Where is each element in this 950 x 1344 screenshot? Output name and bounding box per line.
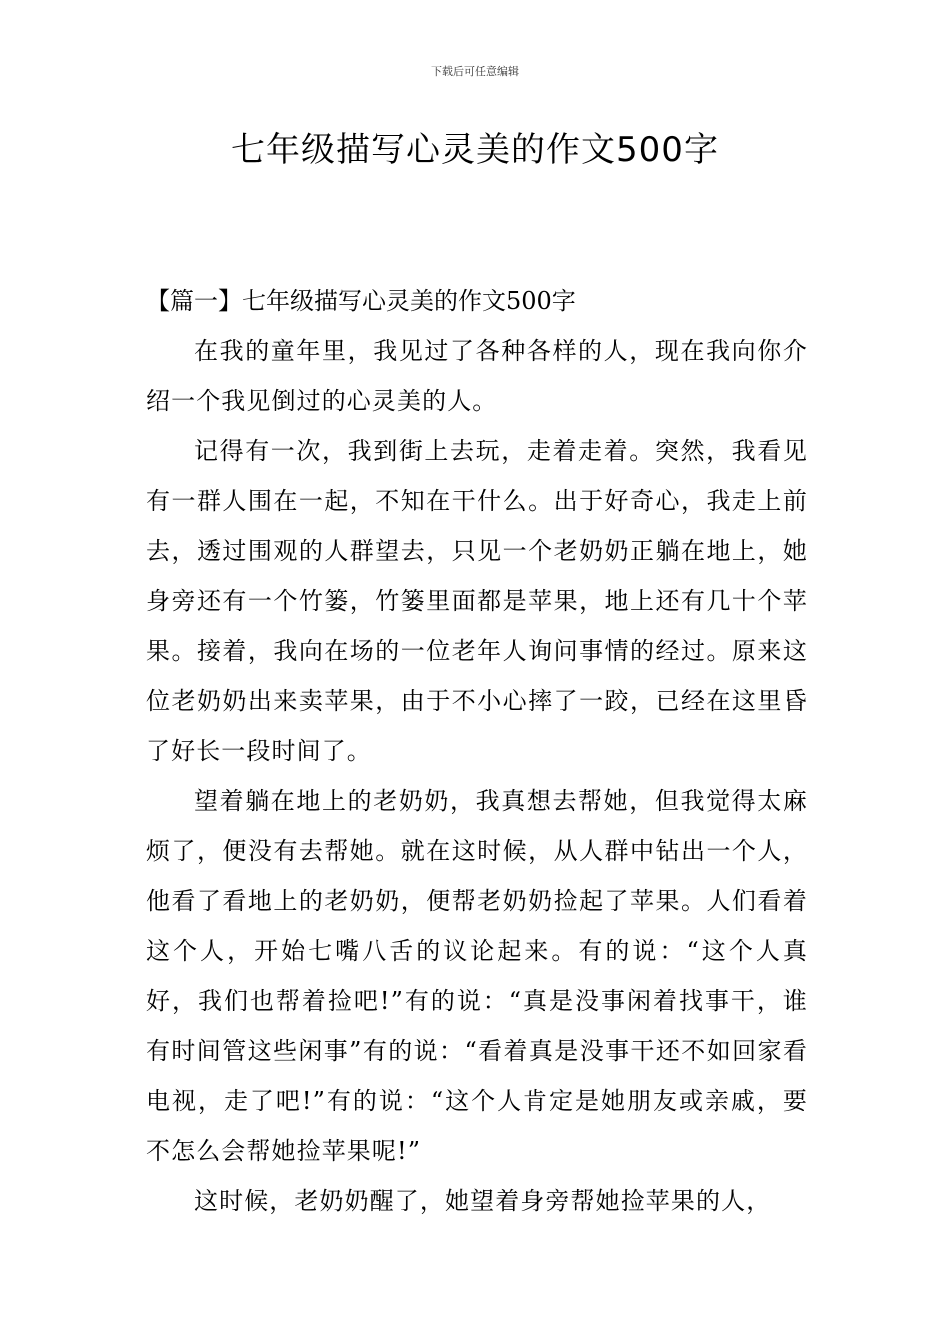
section-heading: 【篇一】七年级描写心灵美的作文500字	[146, 287, 576, 315]
paragraph-2: 记得有一次，我到街上去玩，走着走着。突然，我看见有一群人围在一起，不知在干什么。出于好奇心，我走上前去，透过围观的人群望去，只见一个老奶奶正躺在地上，她身旁还有一个竹篓，竹篓里面都是苹果，地上还有几十个苹果。接着，我向在场的一位老年人询问事情的经过。原来这位老奶奶出来卖苹果，由于不小心摔了一跤，已经在这里昏了好长一段时间了。	[146, 437, 808, 765]
paragraph-4: 这时候，老奶奶醒了，她望着身旁帮她捡苹果的人，	[194, 1187, 772, 1215]
page-header-note: 下载后可任意编辑	[431, 65, 519, 78]
article-body	[146, 276, 808, 1226]
document-title: 七年级描写心灵美的作文500字	[231, 130, 719, 170]
paragraph-1: 在我的童年里，我见过了各种各样的人，现在我向你介绍一个我见倒过的心灵美的人。	[146, 337, 808, 415]
paragraph-3: 望着躺在地上的老奶奶，我真想去帮她，但我觉得太麻烦了，便没有去帮她。就在这时候，从人群中钻出一个人，他看了看地上的老奶奶，便帮老奶奶捡起了苹果。人们看着这个人，开始七嘴八舌的议论起来。有的说：“这个人真好，我们也帮着捡吧!”有的说：“真是没事闲着找事干，谁有时间管这些闲事”有的说：“看着真是没事干还不如回家看电视，走了吧!”有的说：“这个人肯定是她朋友或亲戚，要不怎么会帮她捡苹果呢!”	[146, 787, 808, 1165]
